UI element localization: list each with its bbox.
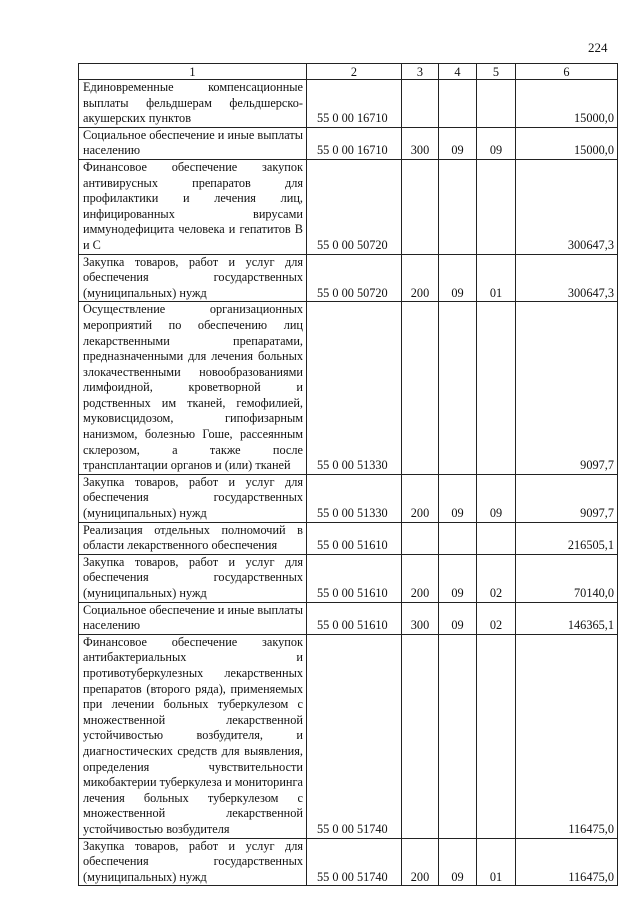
row-code: 55 0 00 51610 [307, 602, 402, 634]
row-section [439, 522, 477, 554]
row-sum: 9097,7 [516, 302, 618, 475]
row-section: 09 [439, 838, 477, 886]
row-sum: 116475,0 [516, 838, 618, 886]
row-subsection [477, 522, 516, 554]
table-row [79, 254, 618, 302]
header-row [79, 64, 618, 80]
table-row [79, 522, 618, 554]
row-description: Единовременные компенсационные выплаты фельдшерам фельдшерско-акушерских пунктов [79, 80, 307, 128]
row-section [439, 159, 477, 254]
table-row [79, 127, 618, 159]
column-header: 6 [516, 64, 618, 80]
row-subsection [477, 634, 516, 838]
row-sum: 216505,1 [516, 522, 618, 554]
row-section: 09 [439, 127, 477, 159]
column-header: 2 [307, 64, 402, 80]
row-expense-type [402, 80, 439, 128]
column-header: 5 [477, 64, 516, 80]
row-section: 09 [439, 474, 477, 522]
row-subsection: 09 [477, 474, 516, 522]
row-expense-type [402, 302, 439, 475]
column-header: 4 [439, 64, 477, 80]
row-code: 55 0 00 50720 [307, 159, 402, 254]
page-number: 224 [588, 40, 608, 55]
row-section: 09 [439, 254, 477, 302]
row-expense-type [402, 159, 439, 254]
row-sum: 116475,0 [516, 634, 618, 838]
row-expense-type: 200 [402, 554, 439, 602]
row-section [439, 634, 477, 838]
row-subsection: 09 [477, 127, 516, 159]
row-description: Социальное обеспечение и иные выплаты населению [79, 127, 307, 159]
row-description: Закупка товаров, работ и услуг для обеспечения государственных (муниципальных) нужд [79, 474, 307, 522]
row-subsection [477, 302, 516, 475]
table-row [79, 80, 618, 128]
row-description: Реализация отдельных полномочий в области лекарственного обеспечения [79, 522, 307, 554]
row-expense-type: 300 [402, 602, 439, 634]
row-section [439, 302, 477, 475]
row-section [439, 80, 477, 128]
table-row [79, 302, 618, 475]
row-subsection [477, 80, 516, 128]
row-section: 09 [439, 602, 477, 634]
row-expense-type: 200 [402, 474, 439, 522]
row-description: Закупка товаров, работ и услуг для обеспечения государственных (муниципальных) нужд [79, 254, 307, 302]
row-code: 55 0 00 51740 [307, 838, 402, 886]
row-sum: 15000,0 [516, 127, 618, 159]
row-subsection: 02 [477, 554, 516, 602]
row-code: 55 0 00 51740 [307, 634, 402, 838]
row-subsection: 01 [477, 838, 516, 886]
row-subsection: 01 [477, 254, 516, 302]
table-row [79, 474, 618, 522]
row-code: 55 0 00 51610 [307, 554, 402, 602]
row-code: 55 0 00 16710 [307, 127, 402, 159]
row-code: 55 0 00 50720 [307, 254, 402, 302]
budget-table [78, 63, 618, 886]
row-sum: 15000,0 [516, 80, 618, 128]
row-section: 09 [439, 554, 477, 602]
row-description: Социальное обеспечение и иные выплаты населению [79, 602, 307, 634]
row-sum: 300647,3 [516, 254, 618, 302]
row-sum: 146365,1 [516, 602, 618, 634]
row-subsection: 02 [477, 602, 516, 634]
column-header: 3 [402, 64, 439, 80]
row-expense-type: 200 [402, 838, 439, 886]
row-description: Осуществление организационных мероприятий по обеспечению лиц лекарственными препаратами, предназначенными для лечения больных злокачественными новообразованиями лимфоидной, кроветворной и родственных им тканей, гемофилией, муковисцидозом, гипофизарным нанизмом, болезнью Гоше, рассеянным склерозом, а также после трансплантации органов и (или) тканей [79, 302, 307, 475]
row-code: 55 0 00 51610 [307, 522, 402, 554]
table-row [79, 838, 618, 886]
row-subsection [477, 159, 516, 254]
table-row [79, 634, 618, 838]
row-expense-type: 300 [402, 127, 439, 159]
row-code: 55 0 00 51330 [307, 474, 402, 522]
row-description: Финансовое обеспечение закупок антибактериальных и противотуберкулезных лекарственных препаратов (второго ряда), применяемых при лечении больных туберкулезом с множественной лекарственной устойчивостью возбудителя, и диагностических средств для выявления, определения чувствительности микобактерии туберкулеза и мониторинга лечения больных туберкулезом с множественной лекарственной устойчивостью возбудителя [79, 634, 307, 838]
row-sum: 300647,3 [516, 159, 618, 254]
row-code: 55 0 00 51330 [307, 302, 402, 475]
row-expense-type [402, 522, 439, 554]
row-expense-type [402, 634, 439, 838]
row-description: Финансовое обеспечение закупок антивирусных препаратов для профилактики и лечения лиц, инфицированных вирусами иммунодефицита человека и гепатитов В и С [79, 159, 307, 254]
row-sum: 9097,7 [516, 474, 618, 522]
row-description: Закупка товаров, работ и услуг для обеспечения государственных (муниципальных) нужд [79, 554, 307, 602]
table-row [79, 159, 618, 254]
row-expense-type: 200 [402, 254, 439, 302]
table-row [79, 602, 618, 634]
table-row [79, 554, 618, 602]
row-sum: 70140,0 [516, 554, 618, 602]
column-header: 1 [79, 64, 307, 80]
row-description: Закупка товаров, работ и услуг для обеспечения государственных (муниципальных) нужд [79, 838, 307, 886]
row-code: 55 0 00 16710 [307, 80, 402, 128]
